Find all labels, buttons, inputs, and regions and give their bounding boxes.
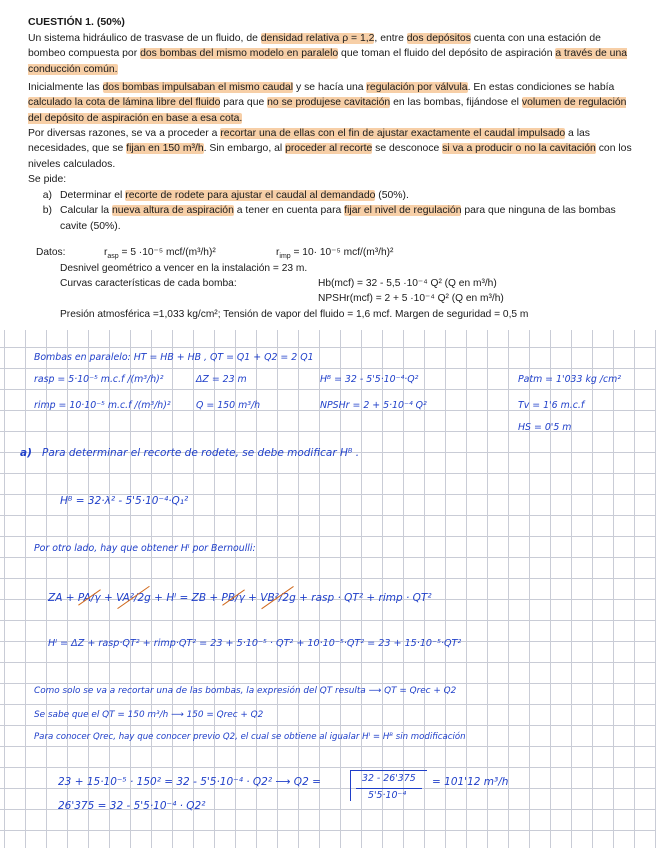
problem-statement-sheet bbox=[0, 0, 656, 330]
note-tv: Tv = 1'6 m.c.f bbox=[518, 400, 585, 411]
note-rimp: rimp = 10·10⁻⁵ m.c.f /(m³/h)² bbox=[34, 400, 171, 411]
crossed-term: VB²/2g bbox=[260, 592, 296, 604]
curva-npsh: NPSHr(mcf) = 2 + 5 ·10⁻⁴ Q² (Q en m³/h) bbox=[318, 293, 504, 304]
equation-q2: 23 + 15·10⁻⁵ · 150² = 32 - 5'5·10⁻⁴ · Q2² ⟶ Q2 = bbox=[58, 776, 321, 788]
highlight: dos bombas impulsaban el mismo caudal bbox=[102, 82, 294, 93]
sqrt-denominator: 5'5·10⁻⁴ bbox=[368, 790, 407, 801]
highlight: fijar el nivel de regulación bbox=[344, 205, 462, 217]
text: = 10· 10⁻⁵ mcf/(m³/h)² bbox=[290, 247, 394, 258]
text: Un sistema hidráulico de trasvase de un fluido, de bbox=[28, 33, 261, 44]
presion-line: Presión atmosférica =1,033 kg/cm²; Tensión de vapor del fluido = 1,6 mcf. Margen de seguridad = 0,5 m bbox=[60, 309, 529, 320]
text: Inicialmente las bbox=[28, 82, 103, 93]
note-hb: Hᴮ = 32 - 5'5·10⁻⁴·Q² bbox=[320, 374, 419, 385]
text: r bbox=[104, 247, 108, 258]
bernoulli-equation bbox=[48, 592, 432, 604]
text: que toman el fluido del depósito de aspiración bbox=[338, 48, 556, 60]
subscript: asp bbox=[107, 253, 119, 261]
text: Determinar el bbox=[60, 190, 126, 201]
note-otro-lado: Por otro lado, hay que obtener Hᴵ por Bernoulli: bbox=[34, 543, 256, 554]
text: ZA + bbox=[48, 592, 78, 604]
note-sabe: Se sabe que el QT = 150 m³/h ⟶ 150 = Qrec + Q2 bbox=[34, 710, 264, 720]
highlight: no se produjese cavitación bbox=[267, 97, 391, 109]
text: cuenta con una estación de bombeo compuesta por bbox=[28, 33, 601, 60]
task-text bbox=[60, 203, 634, 234]
crossed-term: PA/γ bbox=[77, 592, 101, 604]
text: a tener en cuenta para bbox=[233, 205, 345, 217]
highlight: recorte de rodete para ajustar el caudal al demandado bbox=[125, 190, 376, 201]
section-a-text: Para determinar el recorte de rodete, se debe modificar Hᴮ . bbox=[42, 447, 360, 459]
text: + bbox=[244, 592, 261, 604]
se-pide: Se pide: bbox=[28, 174, 67, 185]
text: r bbox=[276, 247, 280, 258]
fraction-bar bbox=[356, 788, 422, 789]
equation-hb: Hᴮ = 32·λ² - 5'5·10⁻⁴·Q₁² bbox=[60, 495, 189, 507]
task-text bbox=[60, 188, 409, 203]
question-title: CUESTIÓN 1. (50%) bbox=[28, 16, 125, 28]
note-npshr: NPSHr = 2 + 5·10⁻⁴ Q² bbox=[320, 400, 427, 411]
note-hs: HS = 0'5 m bbox=[518, 422, 572, 433]
text: + bbox=[100, 592, 117, 604]
curvas-label: Curvas características de cada bomba: bbox=[60, 278, 237, 289]
paragraph-3 bbox=[28, 126, 634, 172]
paragraph-2 bbox=[28, 80, 634, 126]
text: (50%). bbox=[375, 190, 409, 201]
highlight: recortar una de ellas con el fin de ajustar exactamente el caudal impulsado bbox=[220, 128, 566, 139]
highlight: densidad relativa ρ = 1,2 bbox=[260, 33, 375, 44]
desnivel: Desnivel geométrico a vencer en la instalación = 23 m. bbox=[60, 263, 308, 274]
text: + rasp · QT² + rimp · QT² bbox=[295, 592, 432, 604]
task-list bbox=[28, 188, 634, 234]
note-como: Como solo se va a recortar una de las bombas, la expresión del QT resulta ⟶ QT = Qrec + Q2 bbox=[34, 686, 457, 696]
text: a las necesidades, que se bbox=[28, 128, 590, 155]
text: . En estas condiciones se había bbox=[467, 82, 615, 93]
text: y se hacía una bbox=[293, 82, 367, 93]
crossed-term: PB/γ bbox=[221, 592, 245, 604]
text: se desconoce bbox=[372, 143, 443, 155]
r-imp bbox=[276, 247, 393, 260]
text: Por diversas razones, se va a proceder a bbox=[28, 128, 221, 139]
task-b bbox=[28, 203, 634, 234]
equation-26375: 26'375 = 32 - 5'5·10⁻⁴ · Q2² bbox=[58, 800, 206, 812]
highlight: a través de una conducción común. bbox=[28, 48, 628, 75]
note-para: Para conocer Qrec, hay que conocer previo Q2, el cual se obtiene al igualar Hᴵ = Hᴮ sin modificación bbox=[34, 732, 466, 742]
highlight: fijan en 150 m³/h bbox=[126, 143, 204, 155]
text: en las bombas, fijándose el bbox=[390, 97, 522, 109]
text: , entre bbox=[374, 33, 407, 44]
highlight: nueva altura de aspiración bbox=[111, 205, 234, 217]
text: Calcular la bbox=[60, 205, 112, 217]
curva-h: Hb(mcf) = 32 - 5,5 ·10⁻⁴ Q² (Q en m³/h) bbox=[318, 278, 497, 289]
paragraph-1 bbox=[28, 31, 634, 77]
note-dz: ΔZ = 23 m bbox=[196, 374, 247, 385]
note-rasp: rasp = 5·10⁻⁵ m.c.f /(m³/h)² bbox=[34, 374, 164, 385]
task-label: b) bbox=[42, 205, 52, 217]
text: . Sin embargo, al bbox=[203, 143, 286, 155]
note-patm: Patm = 1'033 kg /cm² bbox=[518, 374, 622, 385]
task-label: a) bbox=[42, 190, 52, 201]
highlight: dos depósitos bbox=[406, 33, 471, 44]
highlight: proceder al recorte bbox=[285, 143, 373, 155]
highlight: calculado la cota de lámina libre del fluido bbox=[28, 97, 221, 109]
section-a-label: a) bbox=[20, 447, 32, 459]
text: con los niveles calculados. bbox=[28, 143, 632, 170]
text: para que bbox=[220, 97, 268, 109]
q2-result: = 101'12 m³/h bbox=[432, 776, 509, 788]
text: = 5 ·10⁻⁵ mcf/(m³/h)² bbox=[118, 247, 216, 258]
highlight: volumen de regulación del depósito de aspiración en base a esa cota. bbox=[28, 97, 627, 124]
note-line-1: Bombas en paralelo: HT = HB + HB , QT = Q1 + Q2 = 2 Q1 bbox=[34, 352, 314, 363]
r-asp bbox=[104, 247, 216, 260]
task-a bbox=[28, 188, 634, 203]
highlight: si va a producir o no la cavitación bbox=[442, 143, 596, 155]
sqrt-numerator: 32 - 26'375 bbox=[362, 773, 416, 784]
note-q: Q = 150 m³/h bbox=[196, 400, 261, 411]
highlight: regulación por válvula bbox=[366, 82, 468, 93]
equation-hi: Hᴵ = ΔZ + rasp·QT² + rimp·QT² = 23 + 5·10⁻⁵ · QT² + 10·10⁻⁵·QT² = 23 + 15·10⁻⁵·QT² bbox=[48, 638, 462, 649]
datos-label: Datos: bbox=[36, 247, 66, 258]
text: + Hᴵ = ZB + bbox=[150, 592, 222, 604]
highlight: dos bombas del mismo modelo en paralelo bbox=[140, 48, 339, 60]
crossed-term: VA²/2g bbox=[116, 592, 151, 604]
text: para que ninguna de las bombas cavite (50%). bbox=[60, 205, 616, 232]
subscript: imp bbox=[279, 253, 291, 261]
